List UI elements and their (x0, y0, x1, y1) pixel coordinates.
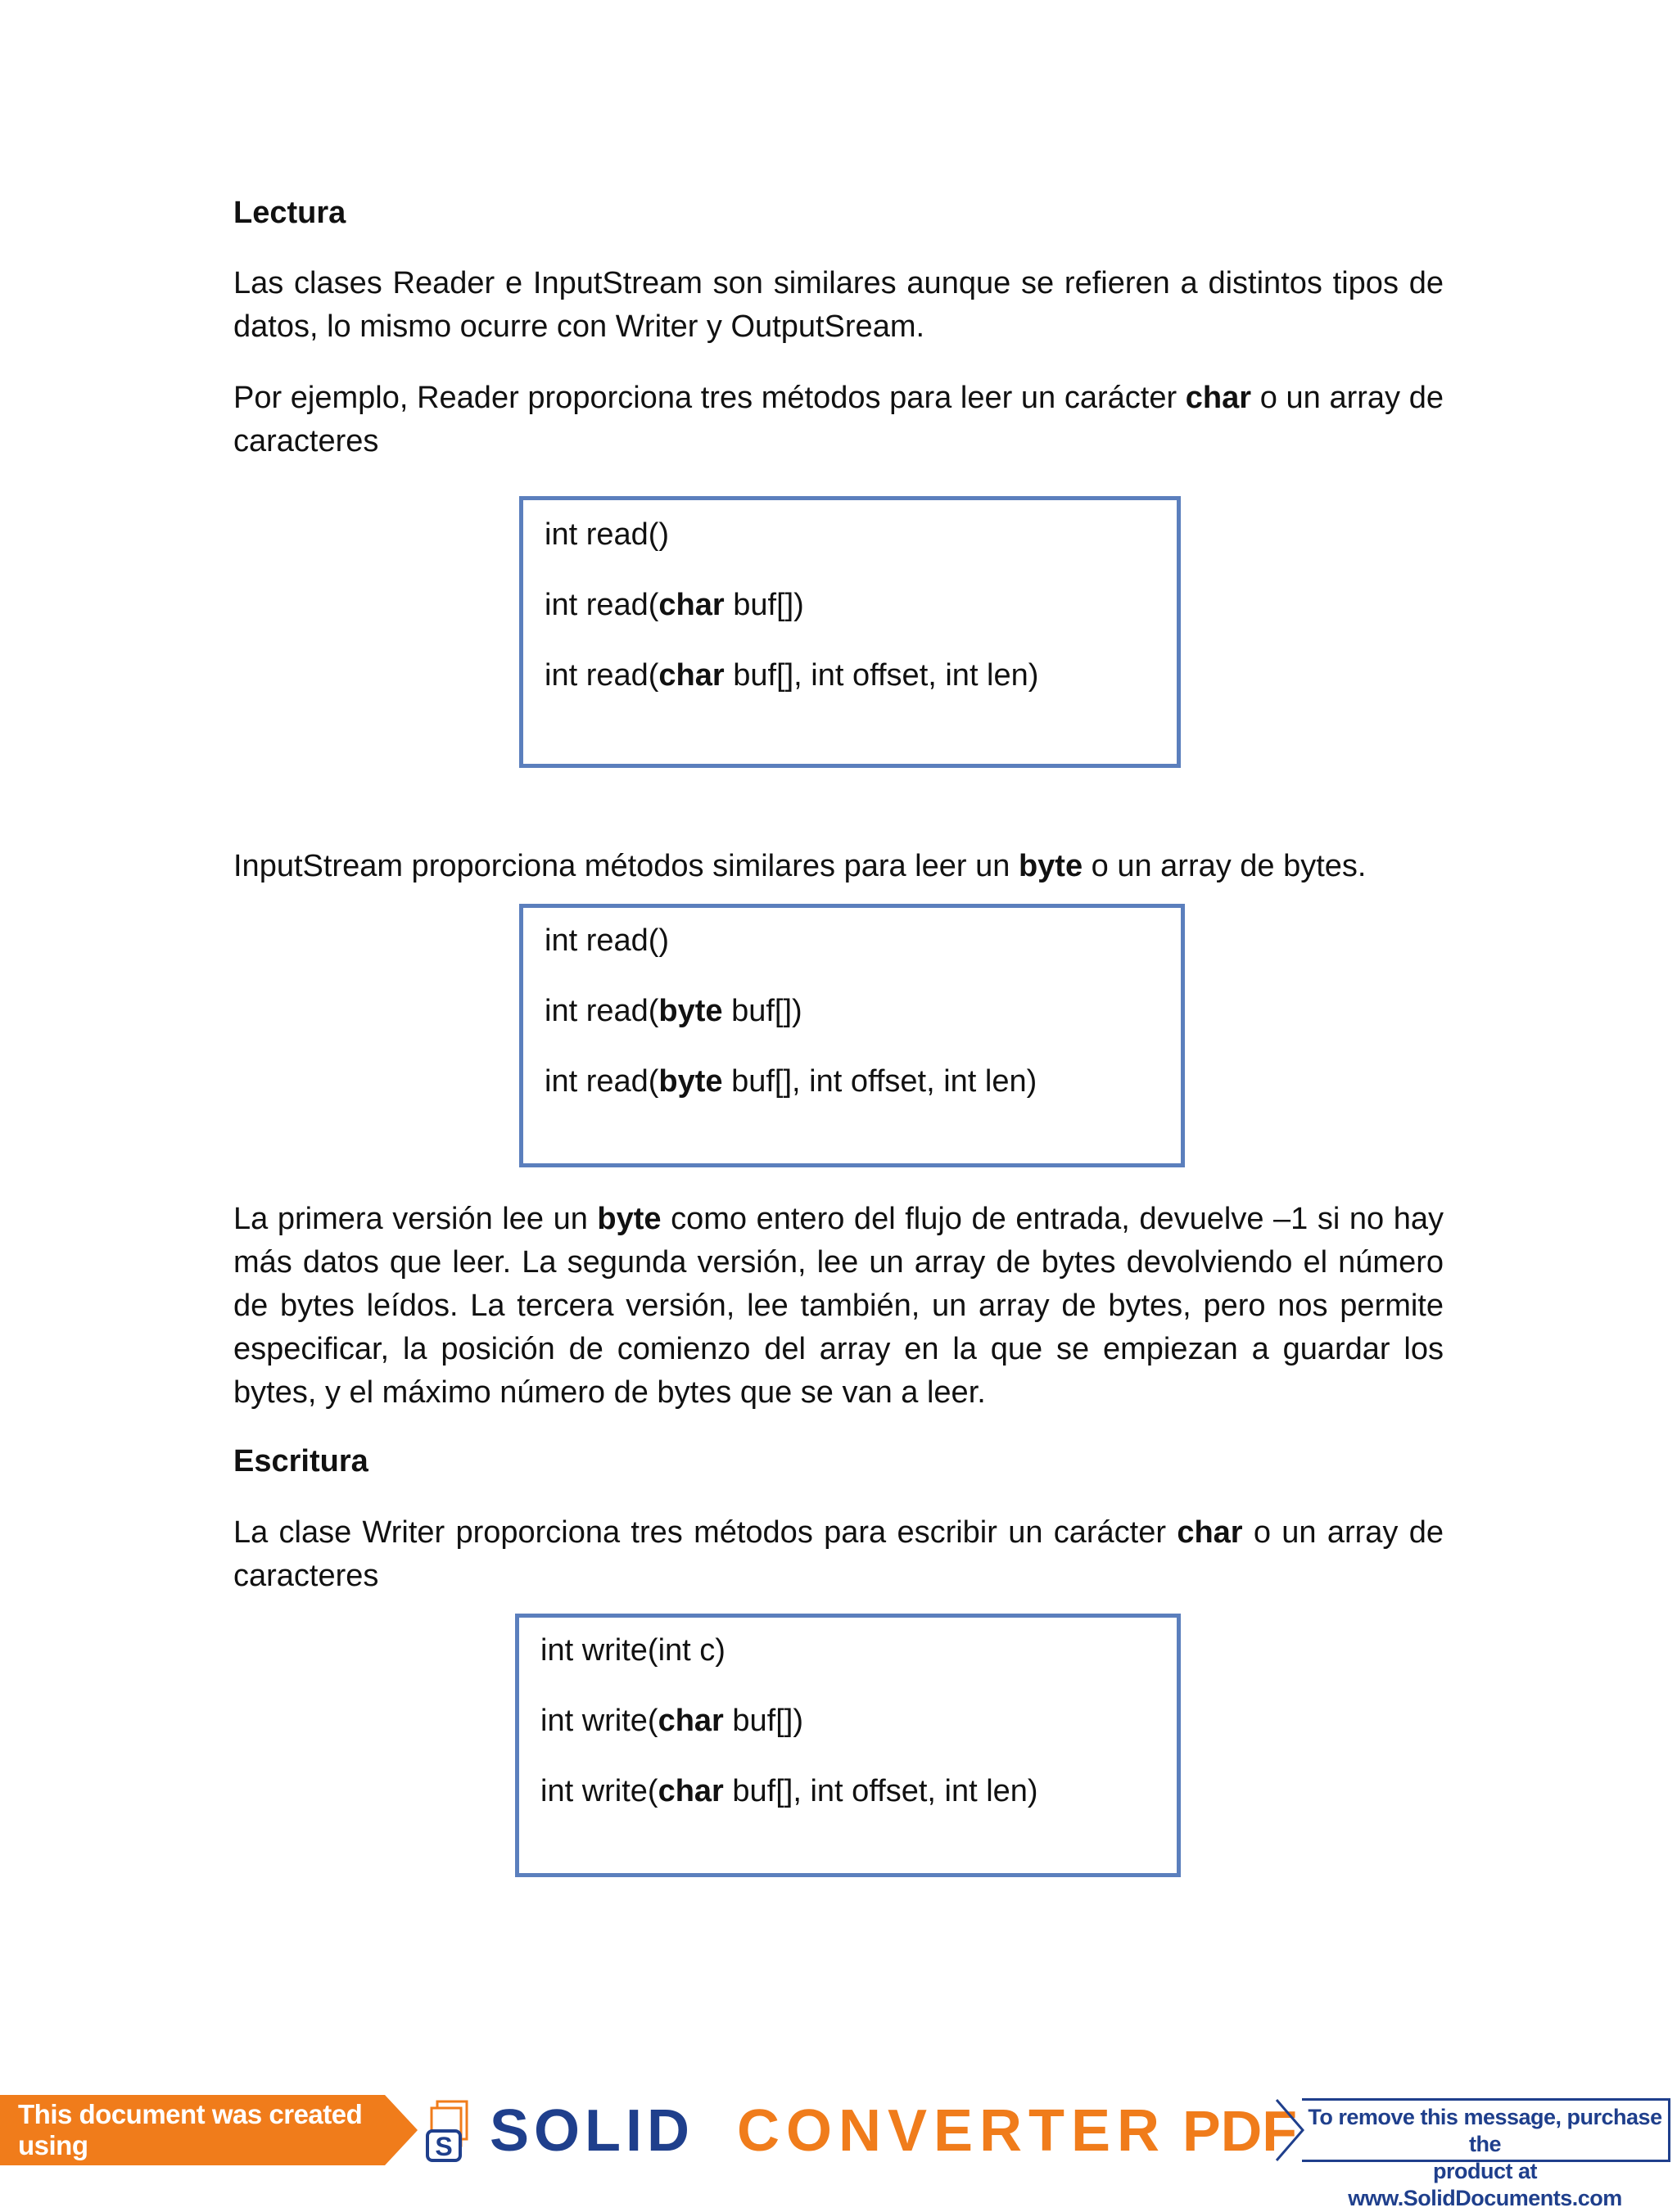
code-keyword: char (658, 588, 725, 622)
paragraph-read-versions (233, 1198, 1444, 1415)
text: La primera versión lee un (233, 1202, 598, 1236)
code-text: buf[], int offset, int len) (724, 658, 1039, 693)
code-text: int read( (545, 658, 659, 693)
purchase-message-link[interactable] (1302, 2098, 1670, 2210)
text: o un array de caracteres (233, 1515, 1444, 1593)
code-line-2 (540, 1703, 803, 1739)
code-text: buf[]) (724, 588, 804, 622)
code-keyword: byte (658, 1064, 723, 1099)
paragraph-writer-methods (233, 1511, 1444, 1598)
banner-arrow (385, 2095, 418, 2165)
code-text: int write( (540, 1774, 658, 1808)
brand-solid: SOLID (490, 2098, 695, 2164)
section-heading-escritura: Escritura (233, 1444, 368, 1478)
code-text: int read() (545, 517, 670, 552)
paragraph-intro: Las clases Reader e InputStream son similares aunque se refieren a distintos tipos de datos, lo mismo ocurre con Writer y OutputSream. (233, 266, 1444, 344)
text: La clase Writer proporciona tres métodos para escribir un carácter (233, 1515, 1178, 1550)
text: InputStream proporciona métodos similares para leer un (233, 849, 1019, 883)
code-text: int read( (545, 588, 659, 622)
bold-keyword-byte: byte (1018, 849, 1083, 883)
text: como entero del flujo de entrada, devuelve –1 si no hay más datos que leer. La segunda versión, lee un array de bytes devolviendo el número de bytes leídos. La tercera versión, lee también, un array de bytes, pero nos permite especificar, la posición de comienzo del array en la que se empiezan a guardar los bytes, y el máximo número de bytes que se van a leer. (233, 1202, 1444, 1410)
text: Por ejemplo, Reader proporciona tres métodos para leer un carácter (233, 381, 1186, 415)
text: o un array de bytes. (1083, 849, 1367, 883)
svg-text:S: S (435, 2132, 453, 2161)
inputstream-code-box (519, 904, 1185, 1167)
reader-code-box (519, 496, 1181, 768)
code-line-2 (545, 993, 802, 1029)
code-line-3 (545, 657, 1038, 693)
code-text: int read( (545, 994, 659, 1028)
purchase-message-line2: product at www.SolidDocuments.com (1348, 2159, 1622, 2210)
code-keyword: char (658, 1704, 724, 1738)
code-line-1 (545, 923, 669, 959)
code-line-1 (540, 1632, 725, 1668)
code-line-3 (540, 1773, 1038, 1809)
bold-keyword-char: char (1177, 1515, 1243, 1550)
paragraph-reader-methods (233, 377, 1444, 463)
code-text: int read() (545, 923, 670, 958)
bold-keyword-byte: byte (597, 1202, 662, 1236)
code-text: buf[], int offset, int len) (723, 1774, 1038, 1808)
bold-keyword-char: char (1185, 381, 1252, 415)
solid-documents-logo-icon (426, 2100, 472, 2162)
section-heading-lectura: Lectura (233, 196, 346, 230)
code-text: int read( (545, 1064, 659, 1099)
converter-watermark-banner[interactable] (0, 2095, 1677, 2210)
code-line-1 (545, 517, 669, 553)
code-line-3 (545, 1063, 1037, 1099)
purchase-message-line1: To remove this message, purchase the (1308, 2105, 1662, 2156)
created-using-label: This document was created using (0, 2095, 385, 2165)
code-text: int write( (540, 1704, 658, 1738)
code-text: buf[], int offset, int len) (722, 1064, 1037, 1099)
code-text: buf[]) (723, 1704, 804, 1738)
code-text: buf[]) (722, 994, 802, 1028)
code-keyword: byte (658, 994, 723, 1028)
text: o un array de caracteres (233, 381, 1444, 458)
brand-pdf: PDF (1182, 2099, 1297, 2163)
code-keyword: char (658, 1774, 724, 1808)
code-text: int write(int c) (540, 1633, 725, 1668)
brand-converter: CONVERTER (737, 2098, 1167, 2164)
code-keyword: char (658, 658, 725, 693)
paragraph-inputstream-methods (233, 845, 1444, 888)
message-chevron-icon (1273, 2097, 1306, 2164)
writer-code-box (515, 1614, 1181, 1877)
code-line-2 (545, 587, 804, 623)
